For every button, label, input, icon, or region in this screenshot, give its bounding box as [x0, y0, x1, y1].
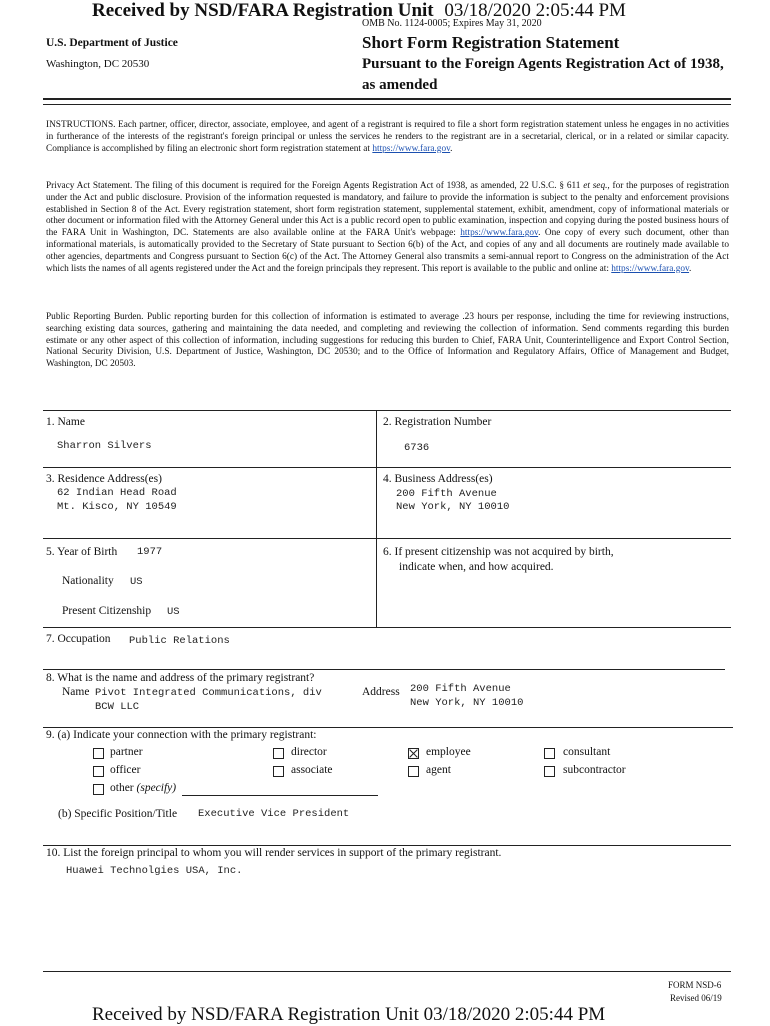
year-of-birth-field[interactable]: 1977 [137, 546, 163, 558]
occupation-field[interactable]: Public Relations [129, 635, 230, 647]
partner-checkbox[interactable] [93, 748, 104, 759]
form-title: Short Form Registration Statement [362, 33, 620, 52]
instructions-paragraph [46, 120, 729, 155]
other-specify-text: (specify) [136, 782, 177, 794]
other-text: other [110, 782, 137, 794]
privacy-end: . [689, 263, 692, 274]
subcontractor-label: subcontractor [563, 764, 626, 776]
name-field[interactable]: Sharron Silvers [57, 440, 152, 452]
burden-paragraph: Public Reporting Burden. Public reporting burden for this collection of information is estimated to average .23 hours per response, including the time for reviewing instructions, searching existing data sources, gathering and maintaining the data needed, and completing and reviewing the collection of information. Send comments regarding this burden estimate or any other aspect of this collection of information, including suggestions for reducing this burden to Chief, FARA Unit, Counterintelligence and Export Control Section, National Security Division, U.S. Department of Justice, Washington, DC 20530; and to the Office of Information and Regulatory Affairs, Office of Management and Budget, Washington, DC 20503. [46, 312, 729, 370]
q9-label: 9. (a) Indicate your connection with the primary registrant: [46, 729, 317, 741]
partner-label: partner [110, 746, 143, 758]
subcontractor-checkbox[interactable] [544, 766, 555, 777]
residence-address-line1[interactable]: 62 Indian Head Road [57, 487, 177, 499]
privacy-text-3: . One copy of every such document, other than informational materials, is automatically provided to the Secretary of State pursuant to Section 6(b) of the Act, and copies of any and all documents are routinely made available to other agencies, departments and Congress pursuant to Section 6(c) of the Act. The Attorney General also transmits a semi-annual report to Congress on the administration of the Act which lists the names of all agents registered under the Act and the foreign principals they represent. This report is available to the public and online at: [46, 228, 729, 274]
citizenship-field[interactable]: US [167, 606, 180, 618]
received-stamp-bottom: Received by NSD/FARA Registration Unit 03/18/2020 2:05:44 PM [92, 1004, 606, 1025]
form-rule-row3 [43, 627, 731, 628]
instructions-text: INSTRUCTIONS. Each partner, officer, director, associate, employee, and agent of a registrant is required to file a short form registration statement unless he engages in no activities in furtherance of the interests of the registrant's foreign principal or unless the services he renders to the registrant are in a secretarial, clerical, or in a related or similar capacity. Compliance is accomplished by filing an electronic short form registration statement at [46, 120, 729, 154]
header-rule-thin [43, 104, 731, 105]
q8-address-label: Address [362, 686, 400, 698]
nationality-field[interactable]: US [130, 576, 143, 588]
header-rule [43, 98, 731, 100]
omb-number: OMB No. 1124-0005; Expires May 31, 2020 [362, 18, 542, 29]
department-name: U.S. Department of Justice [46, 37, 178, 49]
officer-label: officer [110, 764, 141, 776]
consultant-label: consultant [563, 746, 611, 758]
q4-label: 4. Business Address(es) [383, 473, 493, 485]
q3-label: 3. Residence Address(es) [46, 473, 162, 485]
nationality-label: Nationality [62, 575, 114, 587]
agent-checkbox[interactable] [408, 766, 419, 777]
q2-label: 2. Registration Number [383, 416, 492, 428]
registrant-address-line1[interactable]: 200 Fifth Avenue [410, 683, 511, 695]
q6-label-line1: 6. If present citizenship was not acquired by birth, [383, 546, 614, 558]
registrant-address-line2[interactable]: New York, NY 10010 [410, 697, 524, 709]
privacy-link-2[interactable]: https://www.fara.gov [611, 263, 690, 274]
form-rule-row6 [43, 845, 731, 846]
stamp-top-date: 03/18/2020 2:05:44 PM [444, 0, 626, 21]
form-revised: Revised 06/19 [670, 993, 722, 1003]
q6-label-line2: indicate when, and how acquired. [399, 561, 554, 573]
form-rule-row1 [43, 467, 731, 468]
privacy-text-1: Privacy Act Statement. The filing of this document is required for the Foreign Agents Registration Act of 1938, as amended, 22 U.S.C. § 611 [46, 181, 584, 191]
business-address-line1[interactable]: 200 Fifth Avenue [396, 488, 497, 500]
form-rule-bottom [43, 971, 731, 972]
director-label: director [291, 746, 327, 758]
residence-address-line2[interactable]: Mt. Kisco, NY 10549 [57, 501, 177, 513]
privacy-text-2: , for the purposes of registration under the Act and public disclosure. Provision of the information requested is mandatory, and failure to provide the information is subject to the penalty and enforcement provisions established in Section 8 of the Act. Every registration statement, short form registration statement, supplemental statement, exhibit, amendment, copy of informational materials or other document or information filed with the Attorney General under this Act is a public record open to public examination, inspection and copying during the posted business hours of the FARA Unit in Washington, DC. Statements are also available online at the FARA Unit's webpage: [46, 181, 729, 239]
other-checkbox[interactable] [93, 784, 104, 795]
q8-name-label: Name [62, 686, 90, 698]
q1-label: 1. Name [46, 416, 85, 428]
registrant-name-line2[interactable]: BCW LLC [95, 701, 140, 713]
employee-label: employee [426, 746, 471, 758]
associate-label: associate [291, 764, 333, 776]
form-number: FORM NSD-6 [668, 980, 722, 990]
consultant-checkbox[interactable] [544, 748, 555, 759]
officer-checkbox[interactable] [93, 766, 104, 777]
registration-number-field[interactable]: 6736 [404, 442, 430, 454]
director-checkbox[interactable] [273, 748, 284, 759]
instructions-link[interactable]: https://www.fara.gov [372, 143, 451, 154]
form-column-divider [376, 410, 377, 627]
agent-label: agent [426, 764, 451, 776]
citizenship-label: Present Citizenship [62, 605, 152, 617]
q10-label: 10. List the foreign principal to whom you will render services in support of the primary registrant. [46, 847, 502, 859]
q8-label: 8. What is the name and address of the primary registrant? [46, 672, 315, 684]
form-subtitle: Pursuant to the Foreign Agents Registration Act of 1938, as amended [362, 56, 724, 93]
department-city: Washington, DC 20530 [46, 58, 150, 70]
q5-label: 5. Year of Birth [46, 546, 118, 558]
form-rule-row2 [43, 538, 731, 539]
received-stamp-top [92, 0, 626, 22]
other-label [110, 782, 176, 794]
form-rule-row4 [43, 669, 725, 670]
form-rule-row5 [43, 727, 733, 728]
position-title-field[interactable]: Executive Vice President [198, 808, 350, 820]
business-address-line2[interactable]: New York, NY 10010 [396, 501, 510, 513]
stamp-top-unit: Received by NSD/FARA Registration Unit [92, 0, 434, 21]
q7-label: 7. Occupation [46, 633, 111, 645]
privacy-et-seq: et seq. [583, 181, 608, 191]
q9b-label: (b) Specific Position/Title [58, 808, 178, 820]
associate-checkbox[interactable] [273, 766, 284, 777]
other-specify-line[interactable] [182, 795, 378, 796]
privacy-paragraph [46, 181, 729, 275]
form-rule-top [43, 410, 731, 411]
foreign-principal-field[interactable]: Huawei Technolgies USA, Inc. [66, 865, 243, 877]
instructions-end: . [450, 143, 453, 154]
registrant-name-line1[interactable]: Pivot Integrated Communications, div [95, 687, 322, 699]
employee-checkbox[interactable] [408, 748, 419, 759]
privacy-link-1[interactable]: https://www.fara.gov [460, 228, 539, 239]
